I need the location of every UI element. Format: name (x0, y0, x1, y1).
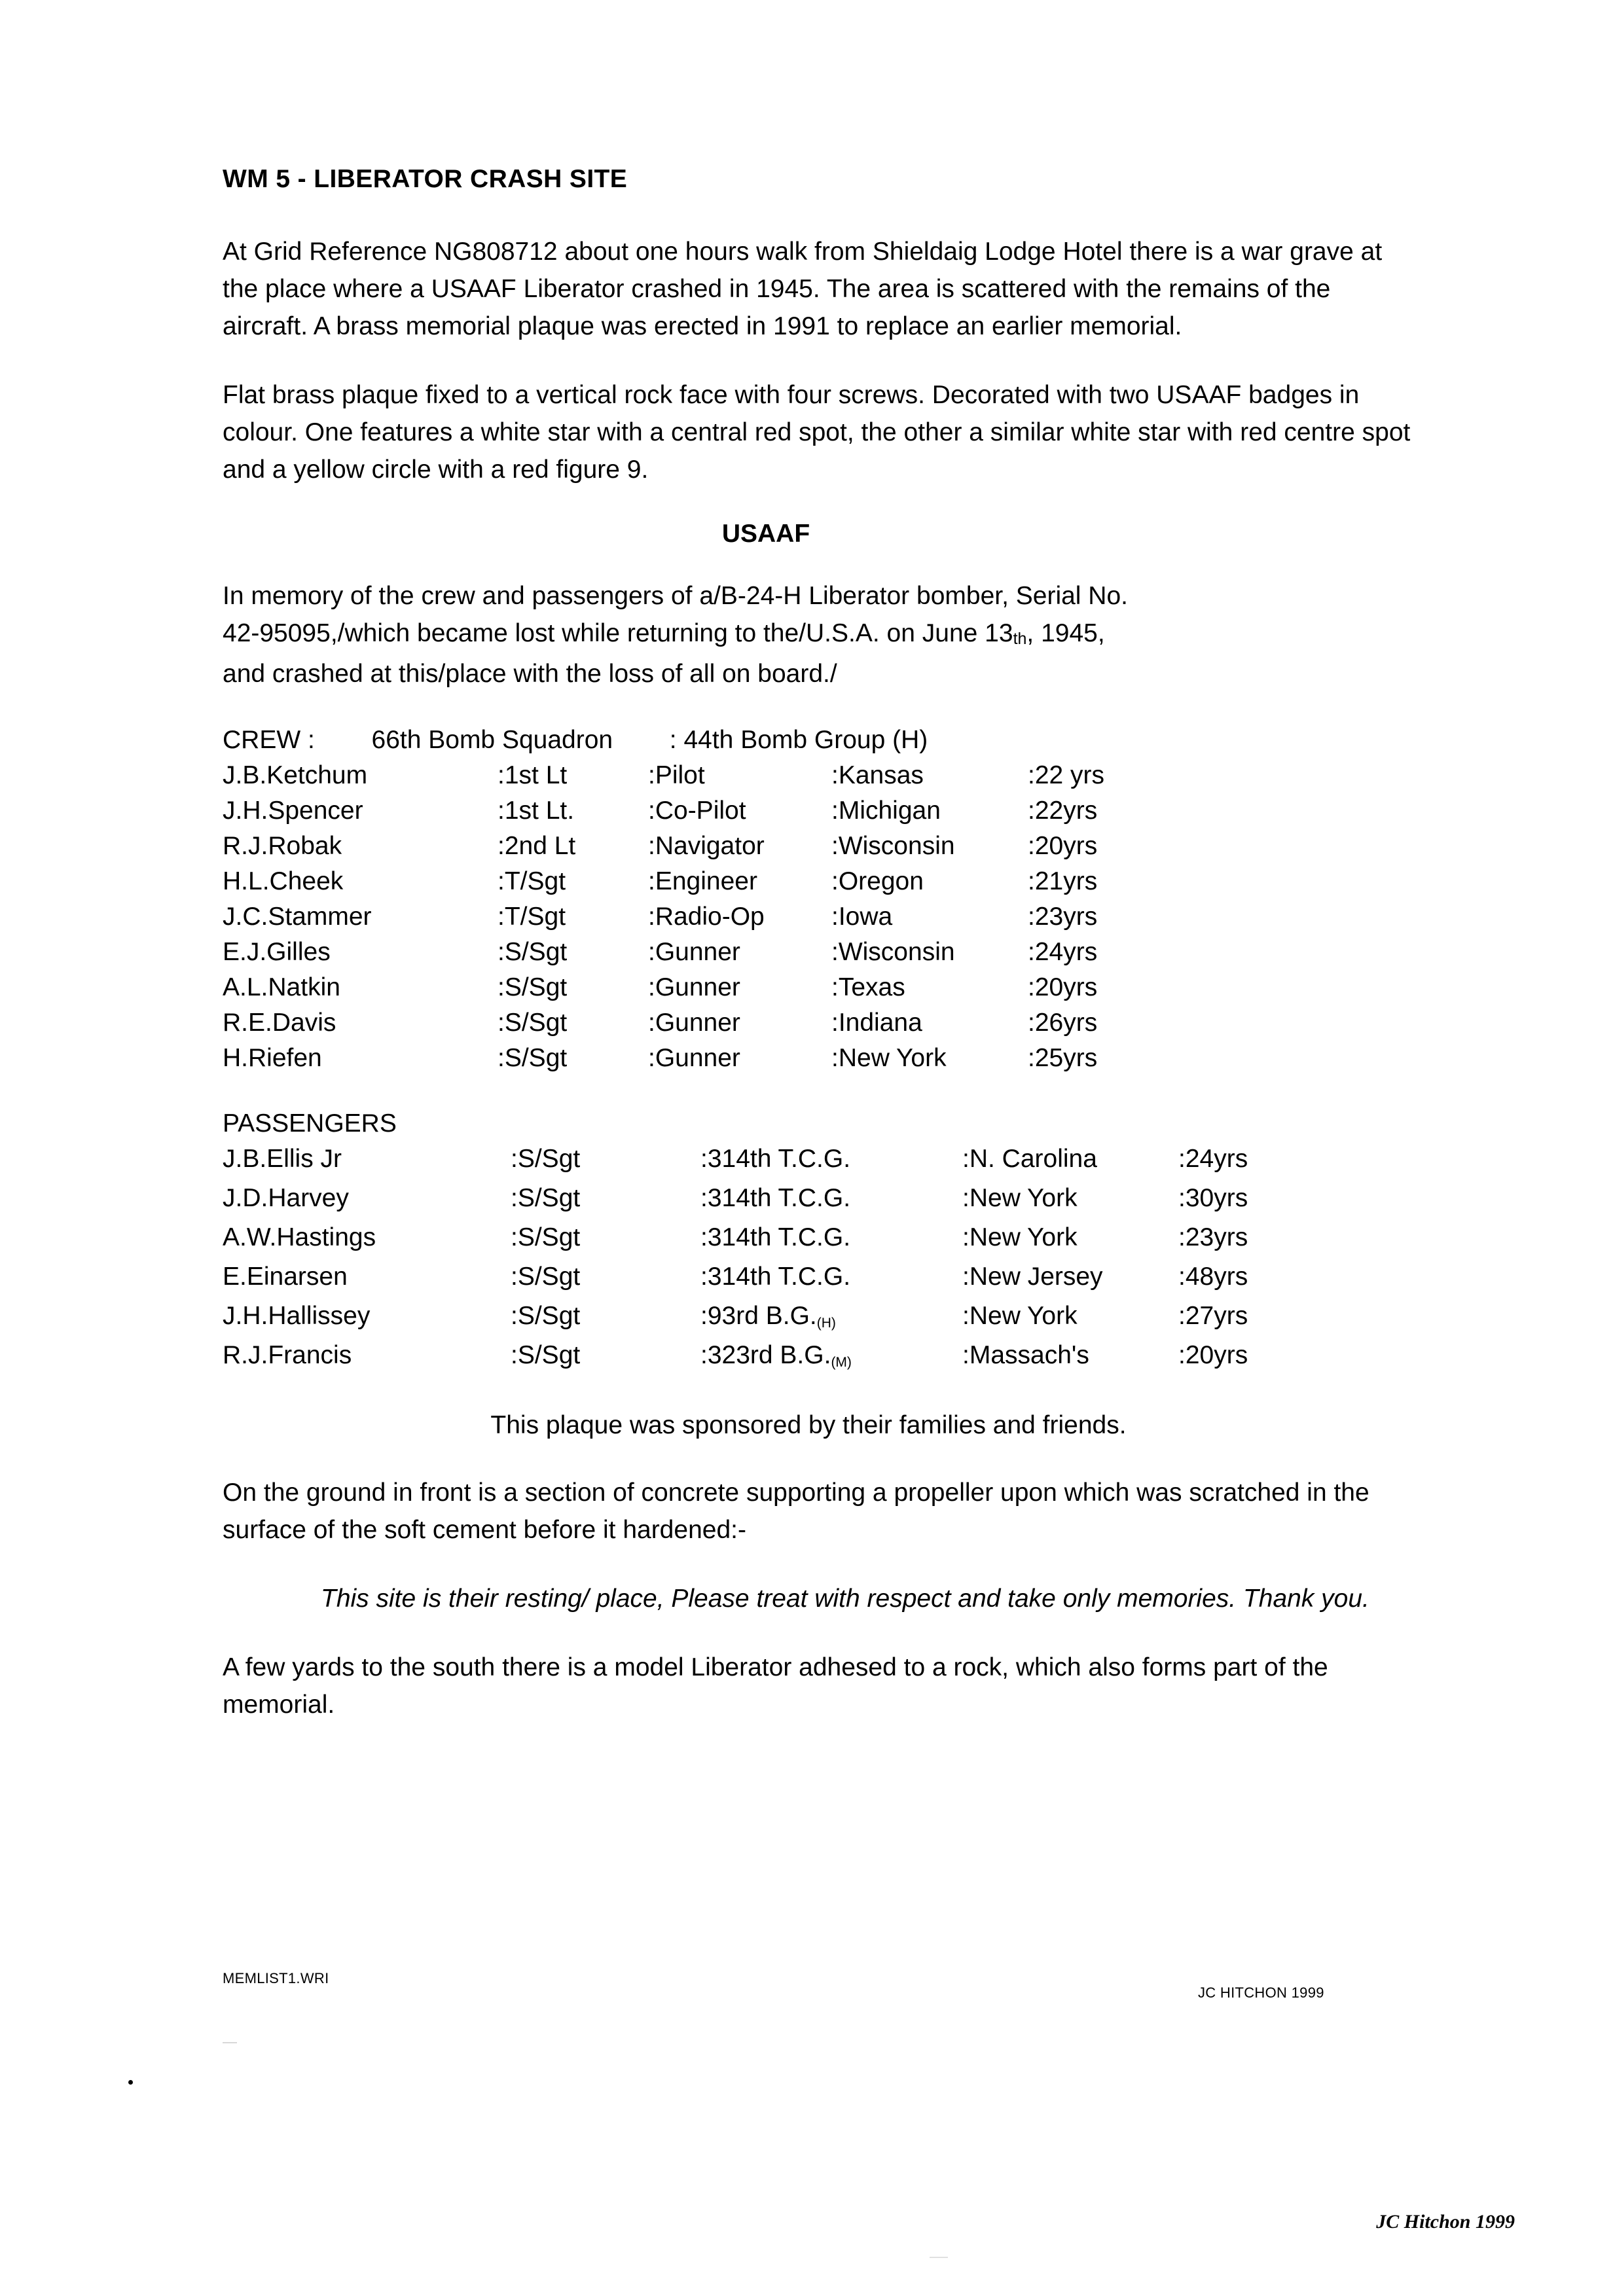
table-row (223, 1220, 1309, 1259)
table-row (223, 829, 1159, 864)
passenger-name: J.B.Ellis Jr (223, 1145, 342, 1173)
crew-age: :22 yrs (1028, 761, 1105, 789)
passenger-unit-text: :323rd B.G. (700, 1341, 831, 1369)
crew-state: :Wisconsin (831, 938, 955, 966)
crew-state: :New York (831, 1044, 947, 1072)
passenger-unit (700, 1299, 962, 1338)
cement-inscription: This site is their resting/ place, Please treat with respect and take only memories. Thank you. (321, 1585, 1369, 1613)
table-row (223, 1141, 1309, 1181)
table-row (223, 1338, 1309, 1377)
passenger-unit-text: :314th T.C.G. (700, 1263, 851, 1291)
passenger-age: :20yrs (1178, 1341, 1248, 1369)
crew-rank: :S/Sgt (498, 973, 568, 1001)
crew-table-header: CREW : 66th Bomb Squadron : 44th Bomb Group (H) (223, 726, 928, 754)
memorial-line-1: In memory of the crew and passengers of a/B-24-H Liberator bomber, Serial No. (223, 582, 1128, 610)
passenger-state: :New York (962, 1302, 1078, 1330)
crew-age: :23yrs (1028, 903, 1098, 931)
passenger-unit (700, 1220, 962, 1259)
table-row (223, 1181, 1309, 1220)
passenger-state: :N. Carolina (962, 1145, 1097, 1173)
passenger-name: E.Einarsen (223, 1263, 348, 1291)
crew-name: J.C.Stammer (223, 903, 372, 931)
sponsor-line: This plaque was sponsored by their families and friends. (490, 1411, 1127, 1439)
crew-state: :Michigan (831, 797, 941, 825)
passenger-unit-text: :314th T.C.G. (700, 1223, 851, 1251)
crew-name: H.L.Cheek (223, 867, 344, 895)
crew-age: :26yrs (1028, 1009, 1098, 1037)
table-row (223, 970, 1159, 1005)
passenger-rank: :S/Sgt (511, 1223, 581, 1251)
propeller-paragraph: On the ground in front is a section of concrete supporting a propeller upon which was scratched in the surface of the soft cement before it hardened:- (223, 1479, 1369, 1544)
intro-paragraph: At Grid Reference NG808712 about one hours walk from Shieldaig Lodge Hotel there is a war grave at the place where a USAAF Liberator crashed in 1945. The area is scattered with the remains of the aircraft. A brass memorial plaque was erected in 1991 to replace an earlier memorial. (223, 238, 1383, 340)
memorial-line-2a: 42-95095,/which became lost while returning to the/U.S.A. on June 13 (223, 619, 1013, 647)
page-artifact-mark-2 (930, 2257, 948, 2258)
crew-state: :Texas (831, 973, 905, 1001)
passenger-rank: :S/Sgt (511, 1145, 581, 1173)
crew-age: :25yrs (1028, 1044, 1098, 1072)
plaque-description-paragraph: Flat brass plaque fixed to a vertical rock face with four screws. Decorated with two USAAF badges in colour. One features a white star with a central red spot, the other a similar white star with red centre spot and a yellow circle with a red figure 9. (223, 381, 1411, 484)
table-row (223, 899, 1159, 935)
crew-role: :Gunner (648, 1044, 740, 1072)
passenger-age: :27yrs (1178, 1302, 1248, 1330)
crew-rank: :S/Sgt (498, 1009, 568, 1037)
crew-age: :22yrs (1028, 797, 1098, 825)
passenger-state: :New Jersey (962, 1263, 1103, 1291)
passenger-name: R.J.Francis (223, 1341, 352, 1369)
memorial-inscription (223, 577, 1421, 692)
page-artifact-dot (128, 2080, 133, 2085)
passenger-state: :New York (962, 1184, 1078, 1212)
crew-table (223, 758, 1159, 1076)
crew-role: :Pilot (648, 761, 705, 789)
crew-role: :Engineer (648, 867, 757, 895)
crew-role: :Gunner (648, 938, 740, 966)
passenger-unit-text: :314th T.C.G. (700, 1145, 851, 1173)
crew-age: :20yrs (1028, 973, 1098, 1001)
passenger-unit-subscript: (H) (816, 1316, 836, 1331)
passenger-unit (700, 1338, 962, 1377)
table-row (223, 1041, 1159, 1076)
passenger-age: :30yrs (1178, 1184, 1248, 1212)
table-row (223, 1259, 1309, 1299)
crew-age: :20yrs (1028, 832, 1098, 860)
crew-rank: :S/Sgt (498, 1044, 568, 1072)
plaque-heading: USAAF (721, 520, 810, 548)
passenger-state: :Massach's (962, 1341, 1089, 1369)
passenger-rank: :S/Sgt (511, 1341, 581, 1369)
passenger-unit-text: :314th T.C.G. (700, 1184, 851, 1212)
signature-credit: JC Hitchon 1999 (1376, 2211, 1515, 2233)
passenger-rank: :S/Sgt (511, 1184, 581, 1212)
crew-name: H.Riefen (223, 1044, 322, 1072)
passengers-table (223, 1141, 1309, 1377)
passenger-unit (700, 1259, 962, 1299)
crew-rank: :T/Sgt (498, 867, 566, 895)
passenger-name: A.W.Hastings (223, 1223, 376, 1251)
crew-role: :Navigator (648, 832, 765, 860)
passenger-age: :23yrs (1178, 1223, 1248, 1251)
memorial-line-2c: , 1945, (1026, 619, 1105, 647)
crew-name: A.L.Natkin (223, 973, 340, 1001)
passenger-unit (700, 1181, 962, 1220)
crew-age: :24yrs (1028, 938, 1098, 966)
table-row (223, 1299, 1309, 1338)
document-body (223, 165, 1421, 1755)
crew-state: :Kansas (831, 761, 924, 789)
crew-rank: :2nd Lt (498, 832, 576, 860)
passengers-heading: PASSENGERS (223, 1109, 397, 1138)
crew-role: :Co-Pilot (648, 797, 746, 825)
crew-role: :Radio-Op (648, 903, 765, 931)
crew-table-body (223, 758, 1159, 1076)
passenger-age: :48yrs (1178, 1263, 1248, 1291)
passenger-age: :24yrs (1178, 1145, 1248, 1173)
memorial-line-3: and crashed at this/place with the loss of all on board./ (223, 660, 837, 688)
passenger-unit-text: :93rd B.G. (700, 1302, 817, 1330)
table-row (223, 935, 1159, 970)
passengers-table-body (223, 1141, 1309, 1377)
passenger-unit-subscript: (M) (831, 1355, 852, 1370)
passenger-rank: :S/Sgt (511, 1263, 581, 1291)
crew-age: :21yrs (1028, 867, 1098, 895)
crew-state: :Wisconsin (831, 832, 955, 860)
footer-filename: MEMLIST1.WRI (223, 1970, 329, 1986)
crew-role: :Gunner (648, 1009, 740, 1037)
crew-rank: :S/Sgt (498, 938, 568, 966)
table-row (223, 1005, 1159, 1041)
passenger-unit (700, 1141, 962, 1181)
passenger-name: J.H.Hallissey (223, 1302, 371, 1330)
page-title: WM 5 - LIBERATOR CRASH SITE (223, 165, 628, 193)
crew-rank: :1st Lt. (498, 797, 575, 825)
crew-name: J.B.Ketchum (223, 761, 368, 789)
table-row (223, 864, 1159, 899)
crew-rank: :T/Sgt (498, 903, 566, 931)
crew-state: :Indiana (831, 1009, 922, 1037)
crew-name: E.J.Gilles (223, 938, 331, 966)
passenger-state: :New York (962, 1223, 1078, 1251)
table-row (223, 793, 1159, 829)
crew-name: R.J.Robak (223, 832, 342, 860)
model-liberator-paragraph: A few yards to the south there is a model Liberator adhesed to a rock, which also forms part of the memorial. (223, 1653, 1328, 1719)
page-artifact-mark (223, 2042, 237, 2043)
crew-rank: :1st Lt (498, 761, 568, 789)
passenger-name: J.D.Harvey (223, 1184, 349, 1212)
crew-name: R.E.Davis (223, 1009, 336, 1037)
table-row (223, 758, 1159, 793)
crew-name: J.H.Spencer (223, 797, 363, 825)
crew-role: :Gunner (648, 973, 740, 1001)
crew-state: :Iowa (831, 903, 893, 931)
passenger-rank: :S/Sgt (511, 1302, 581, 1330)
crew-state: :Oregon (831, 867, 924, 895)
memorial-line-2-superscript: th (1013, 630, 1027, 648)
footer-credit: JC HITCHON 1999 (1198, 1984, 1324, 2001)
